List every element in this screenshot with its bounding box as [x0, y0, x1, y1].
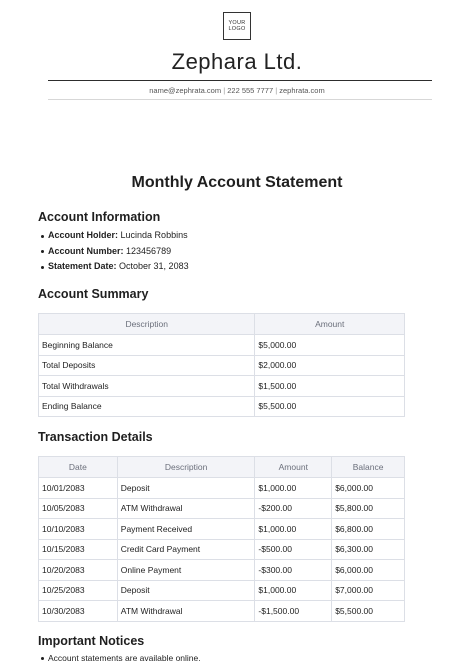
important-notices-heading: Important Notices — [38, 634, 145, 648]
table-cell: -$200.00 — [255, 498, 332, 519]
table-row — [39, 580, 405, 601]
table-row — [39, 601, 405, 622]
column-header: Date — [39, 457, 118, 478]
table-cell: Credit Card Payment — [117, 539, 255, 560]
statement-date-value: October 31, 2083 — [119, 261, 189, 271]
table-cell: 10/30/2083 — [39, 601, 118, 622]
table-cell: $6,000.00 — [332, 478, 405, 499]
table-cell: 10/05/2083 — [39, 498, 118, 519]
list-item — [38, 259, 189, 275]
table-cell: $1,000.00 — [255, 478, 332, 499]
table-cell: 10/25/2083 — [39, 580, 118, 601]
column-header: Description — [117, 457, 255, 478]
table-cell: 10/15/2083 — [39, 539, 118, 560]
table-cell: $1,000.00 — [255, 519, 332, 540]
company-logo — [223, 12, 251, 40]
contact-divider — [48, 99, 432, 100]
contact-separator: | — [275, 86, 280, 95]
contact-separator: | — [223, 86, 228, 95]
company-name: Zephara Ltd. — [171, 49, 303, 74]
table-cell: Online Payment — [117, 560, 255, 581]
table-row — [39, 376, 405, 397]
account-summary-heading: Account Summary — [38, 287, 149, 301]
table-cell: $6,800.00 — [332, 519, 405, 540]
notices-list — [38, 653, 201, 663]
table-cell: Payment Received — [117, 519, 255, 540]
table-cell: $5,500.00 — [332, 601, 405, 622]
statement-date-label: Statement Date: — [48, 261, 117, 271]
table-cell: $1,000.00 — [255, 580, 332, 601]
table-cell: $1,500.00 — [255, 376, 405, 397]
account-info-list — [38, 228, 189, 275]
table-row — [39, 519, 405, 540]
table-cell: Ending Balance — [39, 396, 255, 417]
account-number-value: 123456789 — [126, 245, 172, 256]
list-item — [38, 244, 189, 260]
header-divider — [48, 80, 432, 81]
document-title: Monthly Account Statement — [131, 174, 343, 191]
table-cell: $7,000.00 — [332, 580, 405, 601]
account-number-label: Account Number: — [48, 245, 124, 256]
account-holder-value: Lucinda Robbins — [120, 230, 188, 240]
account-info-heading: Account Information — [38, 210, 161, 224]
table-cell: Deposit — [117, 478, 255, 499]
table-header-row — [39, 314, 405, 335]
table-cell: 10/20/2083 — [39, 560, 118, 581]
table-cell: Total Deposits — [39, 355, 255, 376]
table-cell: ATM Withdrawal — [117, 601, 255, 622]
table-row — [39, 335, 405, 356]
list-item: Account statements are available online. — [38, 653, 201, 663]
table-header-row — [39, 457, 405, 478]
table-cell: -$300.00 — [255, 560, 332, 581]
table-row — [39, 560, 405, 581]
column-header: Balance — [332, 457, 405, 478]
table-cell: $6,000.00 — [332, 560, 405, 581]
column-header: Amount — [255, 314, 405, 335]
transaction-details-heading: Transaction Details — [38, 430, 153, 444]
table-row — [39, 498, 405, 519]
table-cell: -$500.00 — [255, 539, 332, 560]
table-cell: ATM Withdrawal — [117, 498, 255, 519]
column-header: Amount — [255, 457, 332, 478]
table-cell: $5,800.00 — [332, 498, 405, 519]
table-cell: $2,000.00 — [255, 355, 405, 376]
table-cell: Deposit — [117, 580, 255, 601]
transaction-table — [38, 456, 405, 622]
account-holder-label: Account Holder: — [48, 230, 119, 240]
table-row — [39, 478, 405, 499]
table-cell: Beginning Balance — [39, 335, 255, 356]
table-cell: 10/10/2083 — [39, 519, 118, 540]
table-cell: $5,000.00 — [255, 335, 405, 356]
table-cell: $6,300.00 — [332, 539, 405, 560]
contact-email: name@zephrata.com — [149, 86, 222, 95]
table-row — [39, 396, 405, 417]
logo-text: YOUR LOGO — [228, 20, 246, 32]
table-cell: $5,500.00 — [255, 396, 405, 417]
account-summary-table — [38, 313, 405, 417]
table-row — [39, 355, 405, 376]
contact-line — [0, 86, 474, 95]
table-cell: Total Withdrawals — [39, 376, 255, 397]
contact-website: zephrata.com — [279, 86, 325, 95]
list-item — [38, 228, 189, 244]
table-row — [39, 539, 405, 560]
table-cell: 10/01/2083 — [39, 478, 118, 499]
contact-phone: 222 555 7777 — [227, 86, 274, 95]
table-cell: -$1,500.00 — [255, 601, 332, 622]
column-header: Description — [39, 314, 255, 335]
